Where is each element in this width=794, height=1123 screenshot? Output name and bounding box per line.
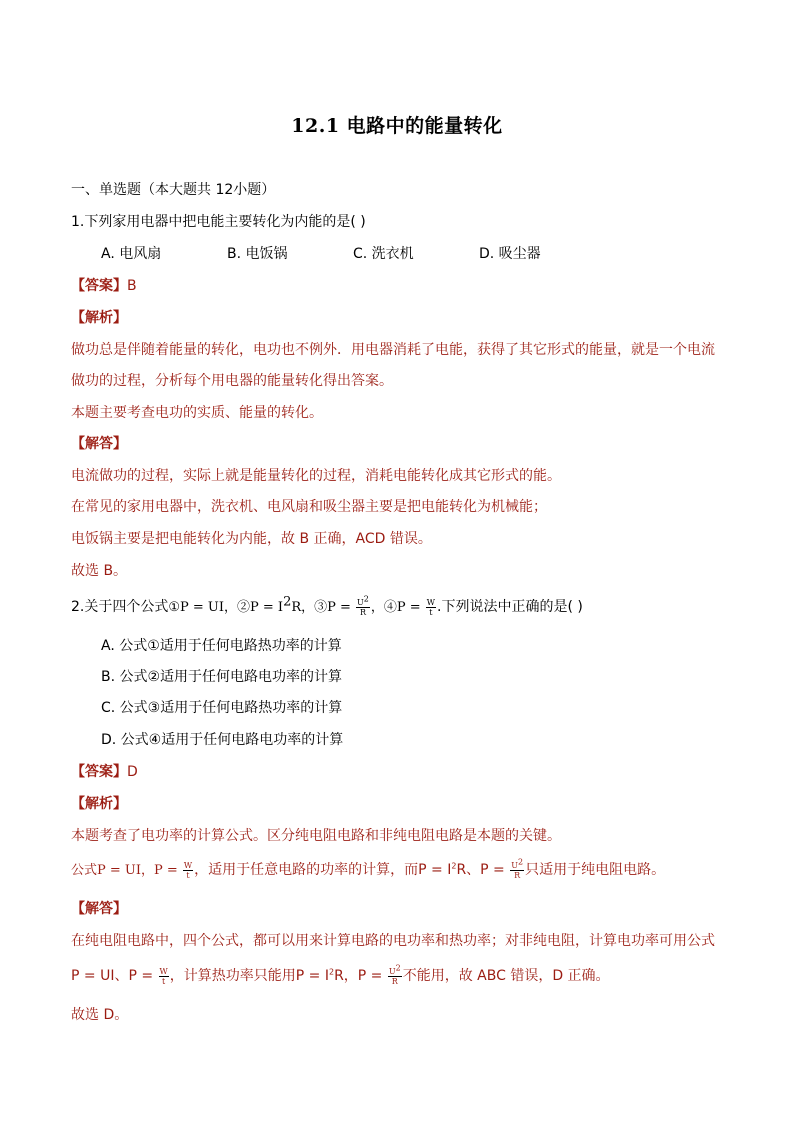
question-1-stem: 1.下列家用电器中把电能主要转化为内能的是( ) <box>71 214 366 230</box>
fraction-w-t: $\frac{W}{t}$ <box>426 597 436 617</box>
solution-text: 在纯电阻电路中，四个公式，都可以用来计算电路的电功率和热功率；对非纯电阻，计算电功率可用公式 <box>71 933 715 949</box>
fraction-u2-r: $\frac{U^2}{R}$ <box>388 962 401 986</box>
option-d: D. 公式④适用于任何电路电功率的计算 <box>101 732 344 748</box>
analysis-text: 做功的过程，分析每个用电器的能量转化得出答案。 <box>71 373 393 389</box>
answer-label: 【答案】 <box>71 764 127 780</box>
question-1-options <box>101 244 605 264</box>
solution-conclusion: 故选 D。 <box>71 1007 129 1023</box>
option-a: A. 电风扇 <box>101 246 162 262</box>
option-a: A. 公式①适用于任何电路热功率的计算 <box>101 638 342 654</box>
option-b: B. 电饭锅 <box>227 246 288 262</box>
answer-label: 【答案】 <box>71 278 127 294</box>
analysis-text: 公式P = UI，P = $\frac{W}{t}$ ，适用于任意电路的功率的计算，而$P = I^2R$、P = $\frac{U^2}{R}$ 只适用于纯电阻电路。 <box>71 856 666 880</box>
solution-conclusion: 故选 B。 <box>71 563 128 579</box>
option-c: C. 洗衣机 <box>353 246 414 262</box>
fraction-w-t: $\frac{W}{t}$ <box>159 966 168 986</box>
section-heading: 一、单选题（本大题共 12小题） <box>71 182 276 198</box>
analysis-label: 【解析】 <box>71 796 127 812</box>
analysis-label: 【解析】 <box>71 310 127 326</box>
solution-text: 在常见的家用电器中，洗衣机、电风扇和吸尘器主要是把电能转化为机械能； <box>71 499 547 515</box>
question-2-stem: 2.关于四个公式①P = UI，②P = $I^2R$，③P = $\frac{U^2}{R}$ ，④P = $\frac{W}{t}$ .下列说法中正确的是( ) <box>71 593 583 617</box>
solution-label: 【解答】 <box>71 901 127 917</box>
question-1-answer <box>71 276 137 296</box>
analysis-text: 本题考查了电功率的计算公式。区分纯电阻电路和非纯电阻电路是本题的关键。 <box>71 828 561 844</box>
option-d: D. 吸尘器 <box>479 246 541 262</box>
analysis-text: 做功总是伴随着能量的转化，电功也不例外．用电器消耗了电能，获得了其它形式的能量，就是一个电流 <box>71 342 715 358</box>
question-2-answer <box>71 762 138 782</box>
option-b: B. 公式②适用于任何电路电功率的计算 <box>101 669 343 685</box>
solution-text: P = UI、P = $\frac{W}{t}$ ，计算热功率只能用$P = I^2R$，P = $\frac{U^2}{R}$ 不能用，故 ABC 错误，D 正确。 <box>71 962 610 986</box>
analysis-text: 本题主要考查电功的实质、能量的转化。 <box>71 405 323 421</box>
fraction-u2-r: $\frac{U^2}{R}$ <box>357 593 369 617</box>
option-c: C. 公式③适用于任何电路热功率的计算 <box>101 700 343 716</box>
solution-label: 【解答】 <box>71 436 127 452</box>
solution-text: 电饭锅主要是把电能转化为内能，故 B 正确，ACD 错误。 <box>71 531 432 547</box>
answer-value: B <box>127 278 137 294</box>
answer-value: D <box>127 764 138 780</box>
solution-text: 电流做功的过程，实际上就是能量转化的过程，消耗电能转化成其它形式的能。 <box>71 468 561 484</box>
page-title: 12.1 电路中的能量转化 <box>291 115 503 137</box>
fraction-u2-r: $\frac{U^2}{R}$ <box>511 856 524 880</box>
fraction-w-t: $\frac{W}{t}$ <box>183 860 193 880</box>
